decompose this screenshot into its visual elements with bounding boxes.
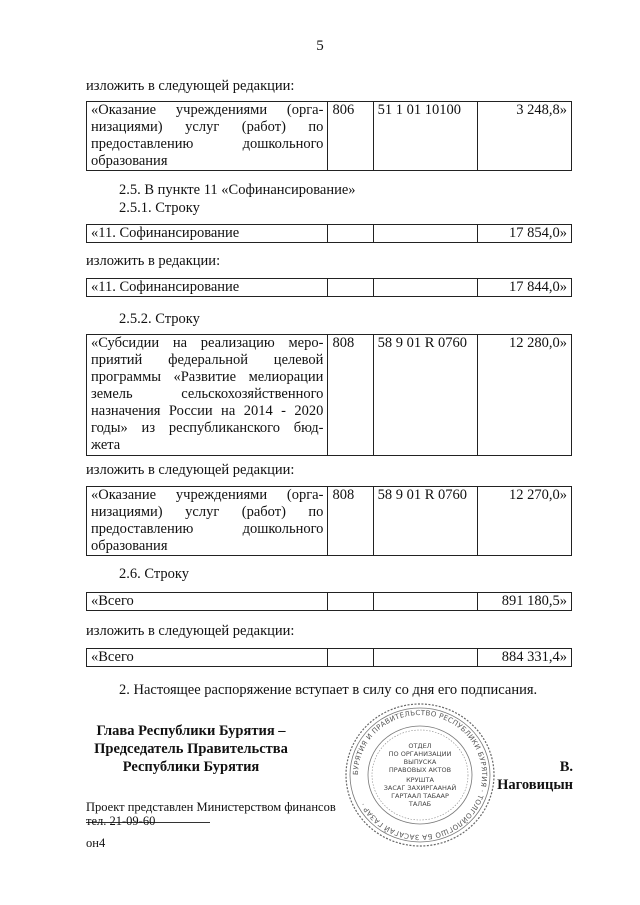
signature-title [86,722,296,776]
table-cell-label: «Всего [87,593,328,611]
signature-title-line-3: Республики Бурятия [122,759,260,775]
svg-text:БУРЯТИЯ И ПРАВИТЕЛЬСТВО РЕСПУБ [352,709,488,841]
table-cell-code [328,279,373,297]
table-cell-label: «11. Софинансирование [87,225,328,243]
table-cell-csr [373,279,477,297]
signatory-name: В. Наговицын [497,759,573,793]
table-cell-csr [373,593,477,611]
table-cell-code: 808 [328,487,373,556]
stamp-ring-text: БУРЯТИЯ И ПРАВИТЕЛЬСТВО РЕСПУБЛИКИ БУРЯТИЯ · ТОЛГОЙЛОГШО БА ЗАСАГАЙ ГАЗАР · [351,708,489,842]
intro-text-3: изложить в следующей редакции: [86,462,295,478]
table-row-kindergarten-808 [86,486,572,556]
table-cell-amount: 17 854,0» [477,225,572,243]
intro-text-2: изложить в редакции: [86,253,221,269]
table-cell-csr: 51 1 01 10100 [373,102,477,171]
signature-title-line-2: Председатель Правительства [94,741,288,757]
stamp-line-5: КРУШТА [406,776,434,784]
table-row-total-new [86,648,572,667]
stamp-line-3: ВЫПУСКА [403,758,437,766]
table-cell-csr: 58 9 01 R 0760 [373,335,477,456]
table-row-kindergarten-806 [86,101,572,171]
table-cell-label: «Всего [87,649,328,667]
table-cell-amount: 17 844,0» [477,279,572,297]
table-cell-amount: 891 180,5» [477,593,572,611]
footer-phone: тел. 21-09-60 [86,814,156,828]
table-cell-label: «11. Софинансирование [87,279,328,297]
intro-text-1: изложить в следующей редакции: [86,78,295,94]
paragraph-2-5-1: 2.5.1. Строку [119,200,200,216]
table-row-cofinancing-new [86,278,572,297]
table-cell-description: «Оказание учреждениями (орга- низациями) услуг (работ) по предоставлению дошкольного образования [87,102,328,171]
table-cell-amount: 12 270,0» [477,487,572,556]
stamp-line-4: ПРАВОВЫХ АКТОВ [388,766,452,774]
footer-project: Проект представлен Министерством финансов [86,800,336,814]
official-stamp-seal [340,700,500,850]
paragraph-2: 2. Настоящее распоряжение вступает в силу со дня его подписания. [119,682,538,698]
footer-code: он4 [86,836,106,850]
signature-title-line-1: Глава Республики Бурятия – [96,723,286,739]
table-cell-code: 806 [328,102,373,171]
table-row-total-old [86,592,572,611]
stamp-line-7: ГАРТААЛ ТАБААР [391,792,449,800]
table-cell-code [328,649,373,667]
table-cell-code [328,593,373,611]
stamp-line-2: ПО ОРГАНИЗАЦИИ [388,750,452,758]
stamp-line-8: ТАЛАБ [408,800,432,808]
table-cell-amount: 12 280,0» [477,335,572,456]
table-cell-csr [373,649,477,667]
table-cell-csr: 58 9 01 R 0760 [373,487,477,556]
table-cell-description: «Субсидии на реализацию меро- приятий федеральной целевой программы «Развитие мелиорации земель сельскохозяйственного назначения России на 2014 - 2020 годы» из республиканского бюд- жета [87,335,328,456]
intro-text-4: изложить в следующей редакции: [86,623,295,639]
stamp-line-6: ЗАСАГ ЗАХИРГААНАЙ [383,784,457,792]
paragraph-2-5: 2.5. В пункте 11 «Софинансирование» [119,182,356,198]
table-cell-code [328,225,373,243]
table-cell-description: «Оказание учреждениями (орга- низациями) услуг (работ) по предоставлению дошкольного образования [87,487,328,556]
table-row-cofinancing-old [86,224,572,243]
table-row-melioration-subsidy [86,334,572,456]
table-cell-csr [373,225,477,243]
page-number: 5 [316,38,324,54]
paragraph-2-5-2: 2.5.2. Строку [119,311,200,327]
paragraph-2-6: 2.6. Строку [119,566,189,582]
table-cell-amount: 884 331,4» [477,649,572,667]
table-cell-code: 808 [328,335,373,456]
stamp-line-1: ОТДЕЛ [408,742,432,750]
table-cell-amount: 3 248,8» [477,102,572,171]
